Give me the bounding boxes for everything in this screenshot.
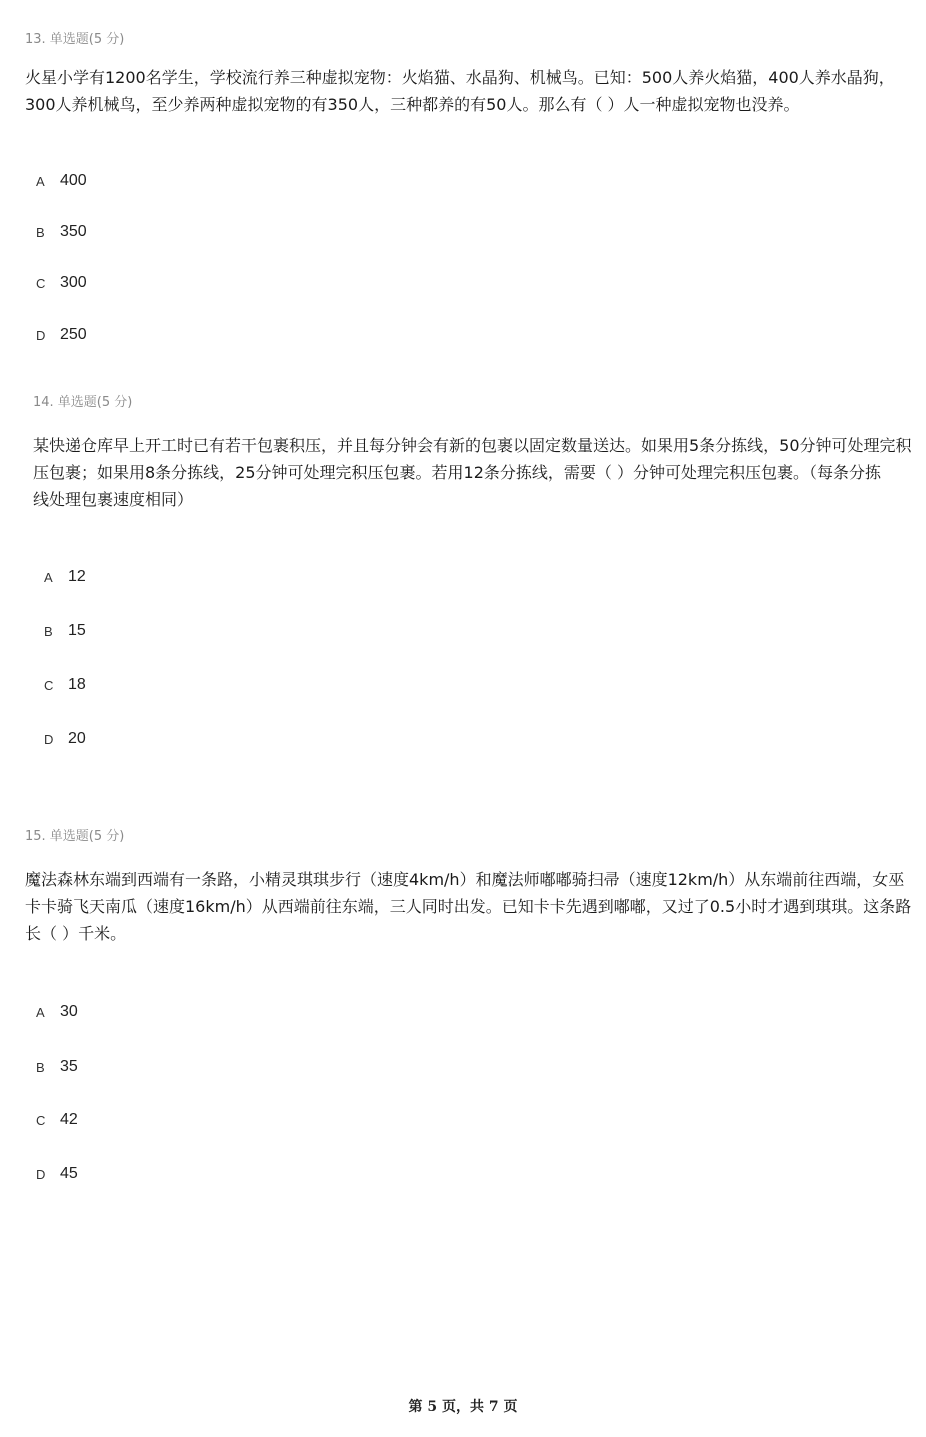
option-letter: C [44, 677, 54, 693]
option-letter: D [36, 327, 46, 343]
option-letter: A [36, 173, 45, 189]
option-b[interactable] [36, 1056, 78, 1078]
option-letter: D [36, 1166, 46, 1182]
option-d[interactable] [44, 728, 86, 750]
question-header: 14. 单选题(5 分) [33, 395, 133, 410]
question-text [33, 432, 912, 513]
option-value: 350 [60, 223, 87, 240]
option-letter: B [36, 224, 45, 240]
option-c[interactable] [36, 272, 87, 294]
option-letter: A [36, 1004, 45, 1020]
question-line: 300人养机械鸟，至少养两种虚拟宠物的有350人，三种都养的有50人。那么有（ ）人一种虚拟宠物也没养。 [25, 95, 800, 114]
option-d[interactable] [36, 1163, 78, 1185]
question-line: 长（ ）千米。 [25, 924, 127, 943]
question-line: 卡卡骑飞天南瓜（速度16km/h）从西端前往东端，三人同时出发。已知卡卡先遇到嘟嘟，又过了0.5小时才遇到琪琪。这条路 [25, 897, 912, 916]
option-letter: C [36, 1112, 46, 1128]
option-value: 12 [68, 568, 86, 585]
option-value: 30 [60, 1003, 78, 1020]
option-letter: A [44, 569, 53, 585]
option-a[interactable] [36, 170, 87, 192]
option-letter: C [36, 275, 46, 291]
option-value: 20 [68, 730, 86, 747]
option-b[interactable] [44, 620, 86, 642]
option-value: 300 [60, 274, 87, 291]
option-a[interactable] [44, 566, 86, 588]
option-value: 250 [60, 326, 87, 343]
question-text [25, 64, 895, 118]
option-value: 45 [60, 1165, 78, 1182]
option-c[interactable] [44, 674, 86, 696]
option-letter: B [44, 623, 53, 639]
option-value: 42 [60, 1111, 78, 1128]
option-letter: B [36, 1059, 45, 1075]
page-number: 第 5 页，共 7 页 [408, 1399, 518, 1415]
question-line: 火星小学有1200名学生，学校流行养三种虚拟宠物：火焰猫、水晶狗、机械鸟。已知：500人养火焰猫，400人养水晶狗， [25, 68, 895, 87]
question-line: 某快递仓库早上开工时已有若干包裹积压，并且每分钟会有新的包裹以固定数量送达。如果用5条分拣线，50分钟可处理完积 [33, 436, 912, 455]
question-line: 压包裹；如果用8条分拣线，25分钟可处理完积压包裹。若用12条分拣线，需要（ ）分钟可处理完积压包裹。（每条分拣 [33, 463, 881, 482]
option-a[interactable] [36, 1001, 78, 1023]
question-line: 线处理包裹速度相同） [33, 490, 194, 509]
option-letter: D [44, 731, 54, 747]
question-text [25, 866, 912, 947]
option-value: 15 [68, 622, 86, 639]
option-value: 35 [60, 1058, 78, 1075]
option-b[interactable] [36, 221, 87, 243]
option-c[interactable] [36, 1109, 78, 1131]
option-value: 18 [68, 676, 86, 693]
question-header: 15. 单选题(5 分) [25, 829, 125, 844]
question-header: 13. 单选题(5 分) [25, 32, 125, 47]
option-d[interactable] [36, 324, 87, 346]
option-value: 400 [60, 172, 87, 189]
question-line: 魔法森林东端到西端有一条路，小精灵琪琪步行（速度4km/h）和魔法师嘟嘟骑扫帚（速度12km/h）从东端前往西端，女巫 [25, 870, 905, 889]
